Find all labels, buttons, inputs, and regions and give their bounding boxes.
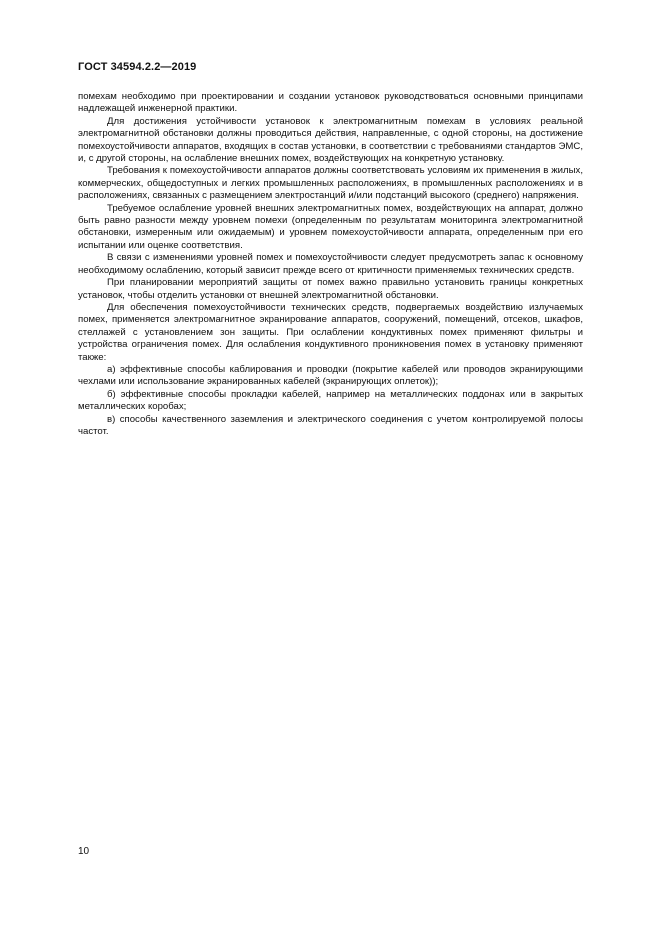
list-item-cable-routing: б) эффективные способы прокладки кабелей, например на металлических поддонах или в закрытых металлических коробах;: [78, 388, 583, 413]
document-header: ГОСТ 34594.2.2—2019: [78, 61, 197, 73]
paragraph-continuation: помехам необходимо при проектировании и создании установок руководствоваться основными принципами надлежащей инженерной практики.: [78, 91, 583, 115]
list-item-cabling: а) эффективные способы каблирования и проводки (покрытие кабелей или проводов экранирующими чехлами или использование экранированных кабелей (экранирующих оплеток));: [78, 363, 583, 388]
paragraph-required-attenuation: Требуемое ослабление уровней внешних электромагнитных помех, воздействующих на аппарат, должно быть равно разности между уровнем помехи (определенным по результатам мониторинга электромагнитной обстановки, измеренным или ожидаемым) и уровнем помехоустойчивости аппарата, определенным при его испытании или оценке соответствия.: [78, 202, 583, 251]
list-item-grounding: в) способы качественного заземления и электрического соединения с учетом контролируемой полосы частот.: [78, 413, 583, 437]
body-text: [78, 91, 583, 438]
paragraph-shielding-filtering: Для обеспечения помехоустойчивости технических средств, подвергаемых воздействию излучаемых помех, применяется электромагнитное экранирование аппаратов, сооружений, помещений, отсеков, шкафов, стеллажей с установлением зон защиты. При ослаблении кондуктивных помех применяют фильтры и устройства ограничения помех. Для ослабления кондуктивного проникновения помех в установку применяют также:: [78, 301, 583, 363]
paragraph-immunity-requirements: Требования к помехоустойчивости аппаратов должны соответствовать условиям их применения в жилых, коммерческих, общедоступных и легких промышленных расположениях, в промышленных расположениях и в расположениях, связанных с размещением электростанций и/или подстанций высокого (среднего) напряжения.: [78, 165, 583, 202]
paragraph-installation-boundaries: При планировании мероприятий защиты от помех важно правильно установить границы конкретных установок, чтобы отделить установки от внешней электромагнитной обстановки.: [78, 277, 583, 301]
page-number: 10: [78, 846, 90, 857]
paragraph-margin: В связи с изменениями уровней помех и помехоустойчивости следует предусмотреть запас к основному необходимому ослаблению, который зависит прежде всего от критичности применяемых технических средств.: [78, 252, 583, 276]
paragraph-emc-actions: Для достижения устойчивости установок к электромагнитным помехам в условиях реальной электромагнитной обстановки должны проводиться действия, направленные, с одной стороны, на достижение помехоустойчивости аппаратов, входящих в состав установки, в соответствии с требованиями стандартов ЭМС, и, с другой стороны, на ослабление внешних помех, воздействующих на конкретную установку.: [78, 115, 583, 165]
